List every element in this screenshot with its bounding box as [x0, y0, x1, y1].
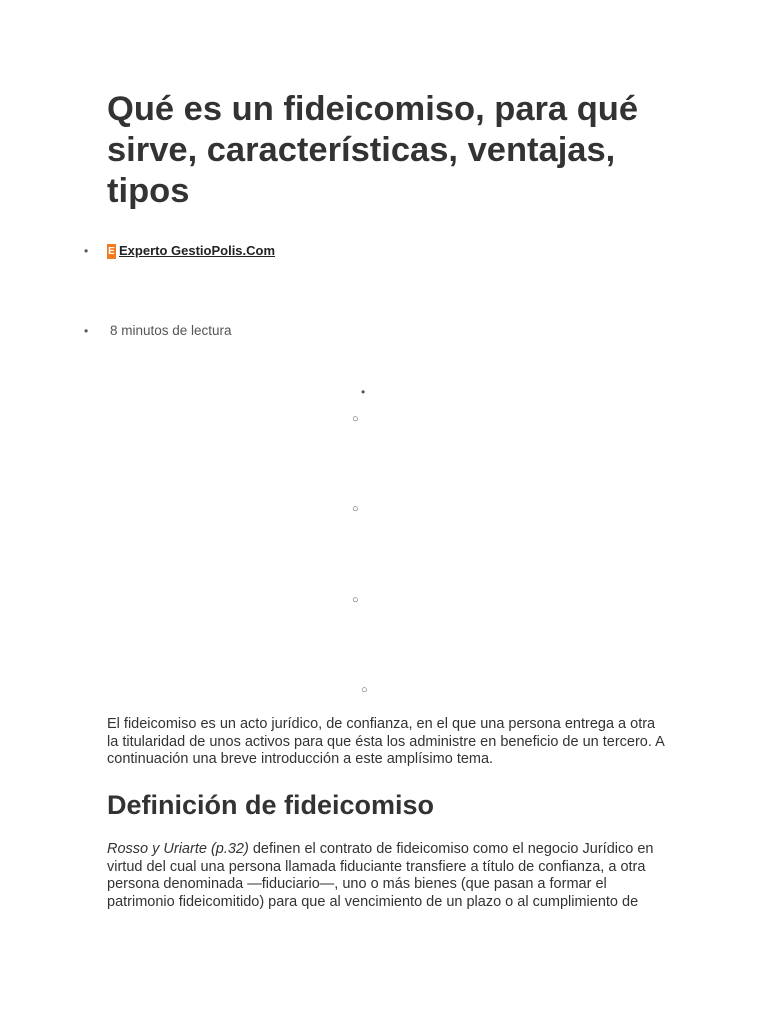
- list-bullet: •: [361, 385, 366, 399]
- section-heading: Definición de fideicomiso: [107, 790, 435, 820]
- author-logo-icon: E: [108, 245, 115, 257]
- list-bullet-circle: ○: [352, 594, 359, 606]
- citation: Rosso y Uriarte (p.32): [107, 841, 249, 857]
- intro-paragraph: El fideicomiso es un acto jurídico, de confianza, en el que una persona entrega a otra la titularidad de unos activos para que ésta los administre en beneficio de un tercero. A continuación una breve introducción a este amplísimo tema.: [107, 716, 664, 767]
- list-bullet-circle: ○: [361, 684, 368, 696]
- list-bullet: •: [84, 244, 89, 258]
- list-bullet: •: [84, 324, 89, 338]
- list-bullet-circle: ○: [352, 413, 359, 425]
- definition-text: definen el contrato de fideicomiso como el negocio Jurídico en virtud del cual una persona llamada fiduciante transfiere a título de confianza, a otra persona denominada —fiduciario—, uno o más bienes (que pasan a formar el patrimonio fideicomitido) para que al vencimiento de un plazo o al cumplimiento de: [107, 841, 654, 910]
- page-title: Qué es un fideicomiso, para qué sirve, características, ventajas, tipos: [107, 90, 639, 210]
- author-byline: [107, 243, 275, 259]
- definition-paragraph: [107, 841, 667, 911]
- list-bullet-circle: ○: [352, 503, 359, 515]
- reading-time: 8 minutos de lectura: [110, 323, 232, 338]
- author-link[interactable]: Experto GestioPolis.Com: [119, 243, 276, 258]
